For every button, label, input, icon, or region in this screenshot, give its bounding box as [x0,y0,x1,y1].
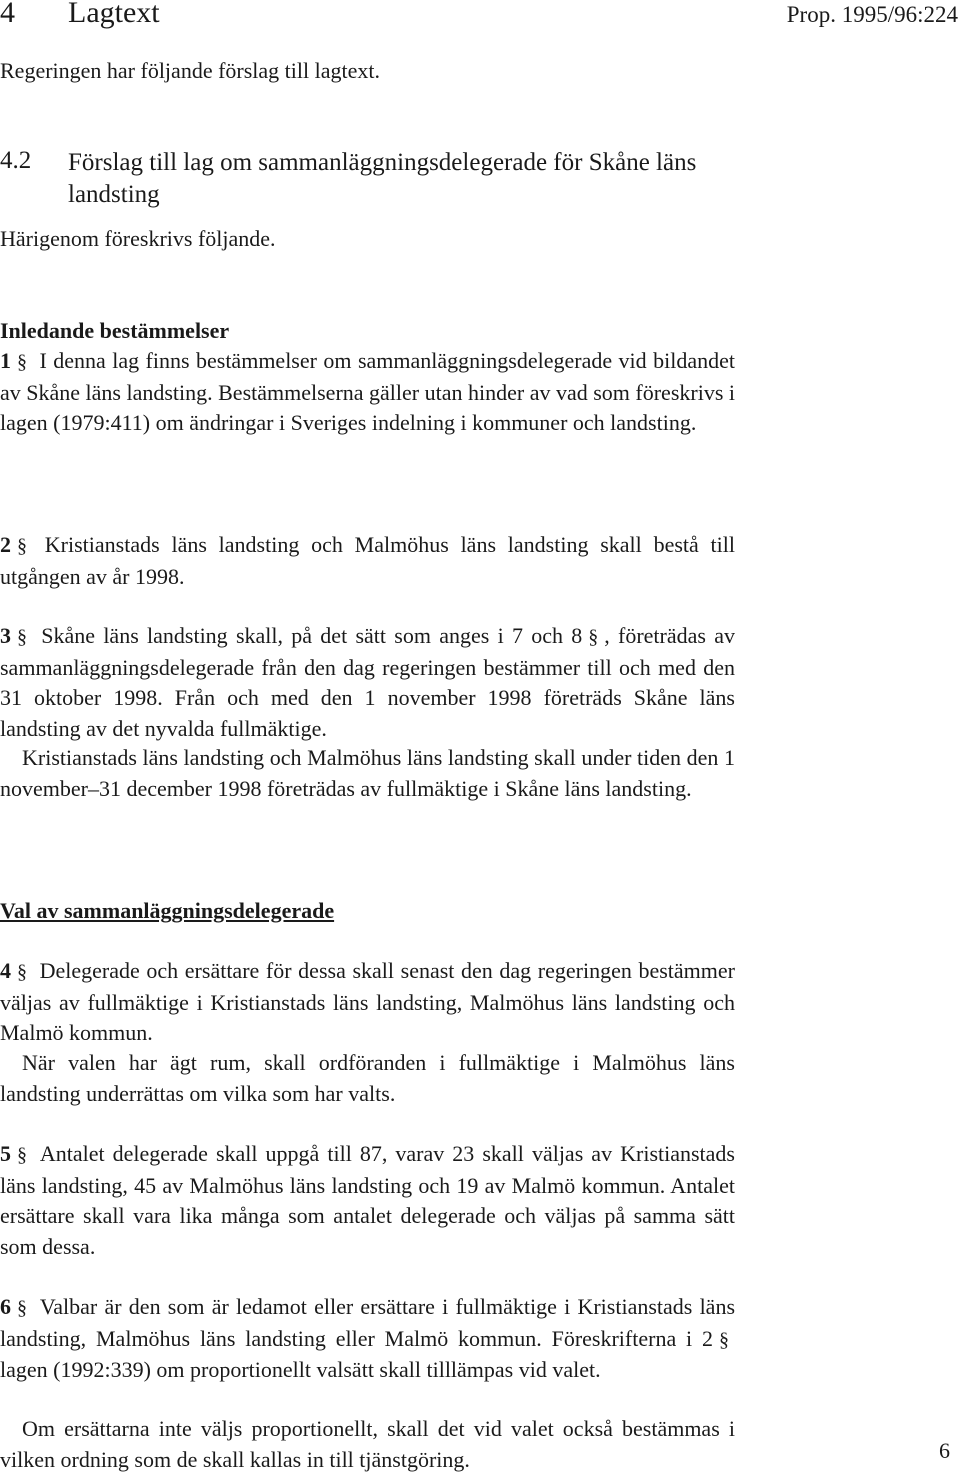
paragraph-5 [0,1139,735,1262]
paragraph-text: Valbar är den som är ledamot eller ersättare i fullmäktige i Kristianstads läns landsting, Malmöhus läns landsting eller Malmö kommun. Föreskrifterna i 2 [0,1294,736,1351]
section-sign: § [719,1328,729,1351]
section-number: 4.2 [0,147,32,174]
paragraph-6 [0,1292,735,1386]
paragraph-text: I denna lag finns bestämmelser om sammanläggningsdelegerade vid bildandet av Skåne läns landsting. Bestämmelserna gäller utan hinder av vad som föreskrivs i lagen (1979:411) om ändringar i Sveriges indelning i kommuner och landsting. [0,348,735,436]
section-sign: § [17,626,27,648]
paragraph-4 [0,956,735,1049]
paragraph-3 [0,621,735,744]
paragraph-number: 2 [0,532,11,557]
section-sign: § [17,1144,27,1166]
section-sign: § [17,535,27,557]
paragraph-number: 4 [0,958,11,983]
chapter-title: Lagtext [68,0,160,29]
paragraph-2 [0,530,735,592]
paragraph-3-second: Kristianstads läns landsting och Malmöhus läns landsting skall under tiden den 1 november–31 december 1998 företrädas av fullmäktige i Skåne läns landsting. [0,745,735,801]
paragraph-6-second: Om ersättarna inte väljs proportionellt, skall det vid valet också bestämmas i vilken ordning som de skall kallas in till tjänstgöring. [0,1416,735,1472]
paragraph-text: Delegerade och ersättare för dessa skall senast den dag regeringen bestämmer väljas av fullmäktige i Kristianstads läns landsting, Malmöhus läns landsting och Malmö kommun. [0,958,735,1046]
heading-inledande: Inledande bestämmelser [0,318,230,343]
section-sign: § [17,351,27,373]
page-number: 6 [939,1438,950,1463]
paragraph-1 [0,346,735,439]
paragraph-text: Skåne läns landsting skall, på det sätt som anges i 7 och 8 [41,623,583,648]
proposition-reference: Prop. 1995/96:224 [786,2,958,27]
section-title: Förslag till lag om sammanläggningsdelegerade för Skåne läns landsting [68,149,697,208]
paragraph-number: 6 [0,1294,11,1319]
paragraph-number: 1 [0,348,11,373]
paragraph-number: 5 [0,1141,11,1166]
paragraph-number: 3 [0,623,11,648]
paragraph-text-cont: lagen (1992:339) om proportionellt valsätt skall tilllämpas vid valet. [0,1357,601,1383]
paragraph-text-cont: , företrädas av sammanläggningsdelegerade från den dag regeringen bestämmer till och med den 31 oktober 1998. Från och med den 1 november 1998 företräds Skåne läns landsting av det nyvalda fullmäktige. [0,623,735,741]
section-sign: § [17,1297,27,1319]
chapter-number: 4 [0,0,15,29]
paragraph-4-second: När valen har ägt rum, skall ordföranden i fullmäktige i Malmöhus läns landsting underrättas om vilka som har valts. [0,1050,735,1106]
section-sign: § [17,961,27,983]
paragraph-text: Kristianstads läns landsting och Malmöhus läns landsting skall bestå till utgången av år 1998. [0,532,736,589]
heading-val: Val av sammanläggningsdelegerade [0,898,335,923]
intro-text: Regeringen har följande förslag till lagtext. [0,58,380,83]
section-sign: § [588,626,599,648]
paragraph-text: Antalet delegerade skall uppgå till 87, varav 23 skall väljas av Kristianstads läns landsting, 45 av Malmöhus läns landsting och 19 av Malmö kommun. Antalet ersättare skall vara lika många som antalet delegerade och väljas på samma sätt som dessa. [0,1141,735,1259]
harigenom-text: Härigenom föreskrivs följande. [0,226,276,251]
